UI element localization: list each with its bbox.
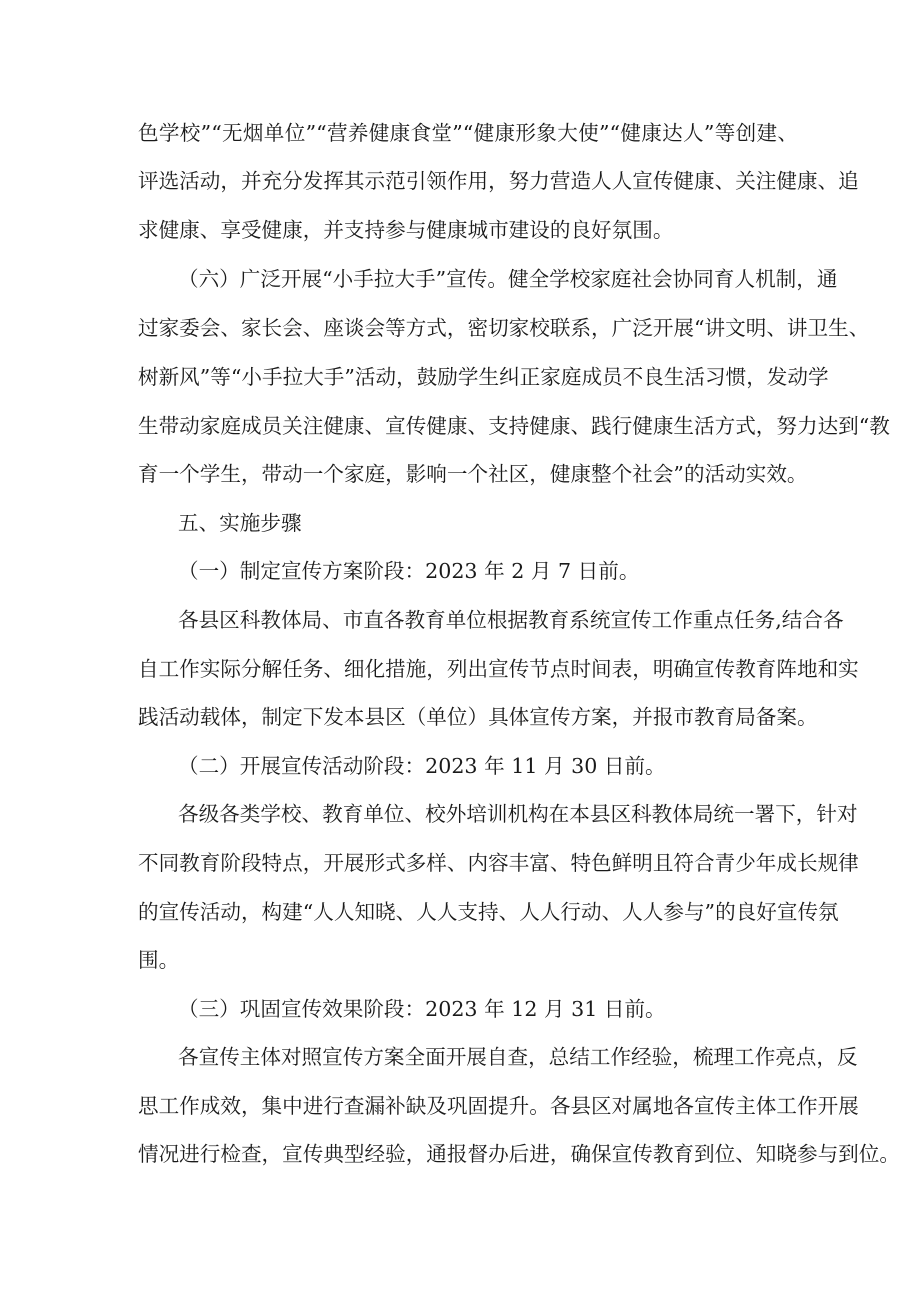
- paragraph-2-line-5: 育一个学生，带动一个家庭，影响一个社区，健康整个社会”的活动实效。: [138, 462, 808, 486]
- paragraph-1-line-3: 求健康、享受健康，并支持参与健康城市建设的良好氛围。: [138, 218, 674, 242]
- paragraph-1-line-2: 评选活动，并充分发挥其示范引领作用，努力营造人人宣传健康、关注健康、追: [138, 169, 859, 193]
- stage-2-line-2: 不同教育阶段特点，开展形式多样、内容丰富、特色鲜明且符合青少年成长规律: [138, 851, 859, 875]
- stage-2-line-1: 各级各类学校、教育单位、校外培训机构在本县区科教体局统一署下，针对: [178, 802, 858, 826]
- stage-3-heading: （三）巩固宣传效果阶段：2023 年 12 月 31 日前。: [178, 997, 666, 1021]
- paragraph-1-line-1: 色学校”“无烟单位”“营养健康食堂”“健康形象大使”“健康达人”等创建、: [138, 121, 798, 145]
- paragraph-2-line-1: （六）广泛开展“小手拉大手”宣传。健全学校家庭社会协同育人机制，通: [178, 267, 838, 291]
- paragraph-2-line-2: 过家委会、家长会、座谈会等方式，密切家校联系，广泛开展“讲文明、讲卫生、: [138, 316, 870, 340]
- paragraph-2-line-3: 树新风”等“小手拉大手”活动，鼓励学生纠正家庭成员不良生活习惯，发动学: [138, 365, 829, 389]
- paragraph-2-line-4: 生带动家庭成员关注健康、宣传健康、支持健康、践行健康生活方式，努力达到“教: [138, 414, 890, 438]
- stage-3-line-1: 各宣传主体对照宣传方案全面开展自查，总结工作经验，梳理工作亮点，反: [178, 1045, 858, 1069]
- stage-1-heading: （一）制定宣传方案阶段：2023 年 2 月 7 日前。: [178, 559, 640, 583]
- stage-1-line-1: 各县区科教体局、市直各教育单位根据教育系统宣传工作重点任务,结合各: [178, 608, 844, 632]
- stage-1-line-2: 自工作实际分解任务、细化措施，列出宣传节点时间表，明确宣传教育阵地和实: [138, 657, 859, 681]
- stage-1-line-3: 践活动载体，制定下发本县区（单位）具体宣传方案，并报市教育局备案。: [138, 705, 818, 729]
- stage-2-line-3: 的宣传活动，构建“人人知晓、人人支持、人人行动、人人参与”的良好宣传氛: [138, 900, 839, 924]
- stage-3-line-2: 思工作成效，集中进行查漏补缺及巩固提升。各县区对属地各宣传主体工作开展: [138, 1094, 859, 1118]
- stage-3-line-3: 情况进行检查，宣传典型经验，通报督办后进，确保宣传教育到位、知晓参与到位。: [138, 1142, 900, 1166]
- stage-2-line-4: 围。: [138, 948, 180, 972]
- stage-2-heading: （二）开展宣传活动阶段：2023 年 11 月 30 日前。: [178, 754, 666, 778]
- section-heading: 五、实施步骤: [178, 511, 302, 535]
